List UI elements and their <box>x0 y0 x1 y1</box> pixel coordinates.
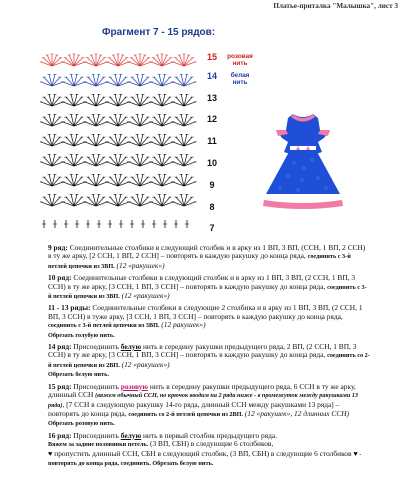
row-number-9: 9 <box>209 180 215 190</box>
row-14-text-b: нить в середину ракушки предыдущего ряда, 2 ВП, (2 ССН, 1 ВП, 3 ССН) в ту же арку, [3 ССН, 1 ВП, 3 ССН] – повторять в каждую ракушку до конца ряда, <box>48 342 357 360</box>
row-16-line2: (3 ВП, СБН) в следующие 6 столбиков, <box>148 439 274 449</box>
row-16-back-loops: Вяжем за задние половинки петель. <box>48 441 149 449</box>
instructions-text <box>48 244 370 471</box>
row-9-label: 9 ряд: <box>48 243 68 252</box>
row-10-label: 10 ряд: <box>48 273 72 283</box>
row-15-count: (12 «ракушек», 12 длинных ССН) <box>242 408 350 418</box>
rows-11-13-paragraph <box>48 304 370 340</box>
row-15-text-b: нить в середину ракушки предыдущего ряда, 6 ССН в ту же арку, длинный ССН <box>48 381 356 400</box>
row-number-11: 11 <box>207 136 217 146</box>
row-15-label: 15 ряд: <box>48 381 72 391</box>
row-14-paragraph <box>48 343 370 380</box>
sheet-header: Платье-приталка "Малышка", лист 3 <box>273 2 398 10</box>
row-10-text: Соединительные столбики в следующий столбик и в арку из 1 ВП, 3 ВП, (2 ССН, 1 ВП, 3 ССН) в ту же арку, [3 ССН, 1 ВП, 3 ССН] – повторять в каждую ракушку до конца ряда, <box>48 273 356 291</box>
row-15-note <box>220 53 260 67</box>
row-15-text-a: Присоединить <box>71 381 121 391</box>
row-10-join: соединить с 3-й петлей цепочки из 3ВП. <box>48 283 367 301</box>
row-15-cut: Обрезать розовую нить. <box>48 420 115 428</box>
row-9-text: Соединительные столбики в следующий столбик и в арку из 1 ВП, 3 ВП, (ССН, 1 ВП, 2 ССН) в ту же арку, [2 ССН, 1 ВП, 2 ССН] – повторять в каждую ракушку до конца ряда, <box>48 243 366 261</box>
row-14-text-a: Присоединить <box>71 342 121 352</box>
row-16-label: 16 ряд: <box>48 430 72 440</box>
row-16-line3: ♥ пропустить длинный ССН, СБН в следующий столбик, (3 ВП, СБН) в следующие 6 столбиков ♥ <box>48 448 358 458</box>
row-14-count: (12 «ракушек») <box>119 359 170 369</box>
rows-11-13-label: 11 - 13 ряды: <box>48 303 91 313</box>
row-16-color-word: белую <box>120 430 142 440</box>
row-number-8: 8 <box>209 202 215 212</box>
row-16-paragraph <box>48 432 370 469</box>
row-14-note <box>220 72 260 86</box>
rows-11-13-join: соединить с 3-й петлей цепочки из 3ВП. <box>48 322 160 330</box>
row-14-note-line2: нить <box>232 79 248 86</box>
rows-11-13-cut: Обрезать голубую нить. <box>48 331 115 339</box>
row-15-long-dc-note: (вяжем обычный ССН, но крючок вводим на 2 ряда ниже - в промежуток между ракушками 13 ряда) <box>48 392 358 409</box>
row-16-line3-repeat: - повторять до конца ряда, соединить. <box>48 450 362 467</box>
row-number-13: 13 <box>206 93 217 103</box>
row-14-color-word: белую <box>120 342 142 352</box>
crochet-chart <box>40 38 200 238</box>
row-number-7: 7 <box>209 223 215 233</box>
row-15-note-line1: розовая <box>227 53 253 60</box>
row-14-cut: Обрезать белую нить. <box>48 371 109 379</box>
rows-11-13-text: Соединительные столбики в следующие 2 столбика и в арку из 1 ВП, 3 ВП, (2 ССН, 1 ВП, 3 ССН) в туже арку, [3 ССН, 1 ВП, 3 ССН] – повторять в каждую ракушку до конца ряда, <box>48 303 363 321</box>
row-14-join: соединить со 2-й петлей цепочки из 2ВП. <box>48 352 370 369</box>
row-9-join: соединить с 3-й петлей цепочки из 3ВП. <box>48 253 351 270</box>
row-number-12: 12 <box>206 114 217 124</box>
row-14-label: 14 ряд: <box>48 342 72 352</box>
row-14-note-line1: белая <box>230 72 250 79</box>
row-15-color-word: розовую <box>120 381 149 391</box>
row-16-cut: Обрезать белую нить. <box>150 459 214 467</box>
rows-11-13-count: (12 ракушек») <box>159 320 206 330</box>
dress-photo <box>258 108 348 212</box>
row-number-14: 14 <box>206 71 217 81</box>
row-15-note-line2: нить <box>232 60 248 67</box>
row-15-text-c: , [7 ССН в следующую ракушку 14-го ряда, длинный ССН между ракушками 13 ряда] – повторять до конца ряда, <box>48 399 340 418</box>
row-16-text-a: Присоединить <box>71 430 121 440</box>
row-9-count: (12 «ракушек») <box>114 260 165 270</box>
row-10-paragraph <box>48 274 370 301</box>
row-10-count: (12 «ракушек») <box>119 291 170 301</box>
row-9-paragraph <box>48 244 370 271</box>
row-16-text-b: нить в первый столбик предыдущего ряда. <box>141 430 278 440</box>
fragment-title: Фрагмент 7 - 15 рядов: <box>102 27 216 38</box>
row-number-10: 10 <box>206 158 217 168</box>
row-15-join: соединить со 2-й петлей цепочки из 2ВП. <box>128 410 243 418</box>
row-15-paragraph <box>48 383 370 429</box>
row-number-15: 15 <box>206 52 217 62</box>
